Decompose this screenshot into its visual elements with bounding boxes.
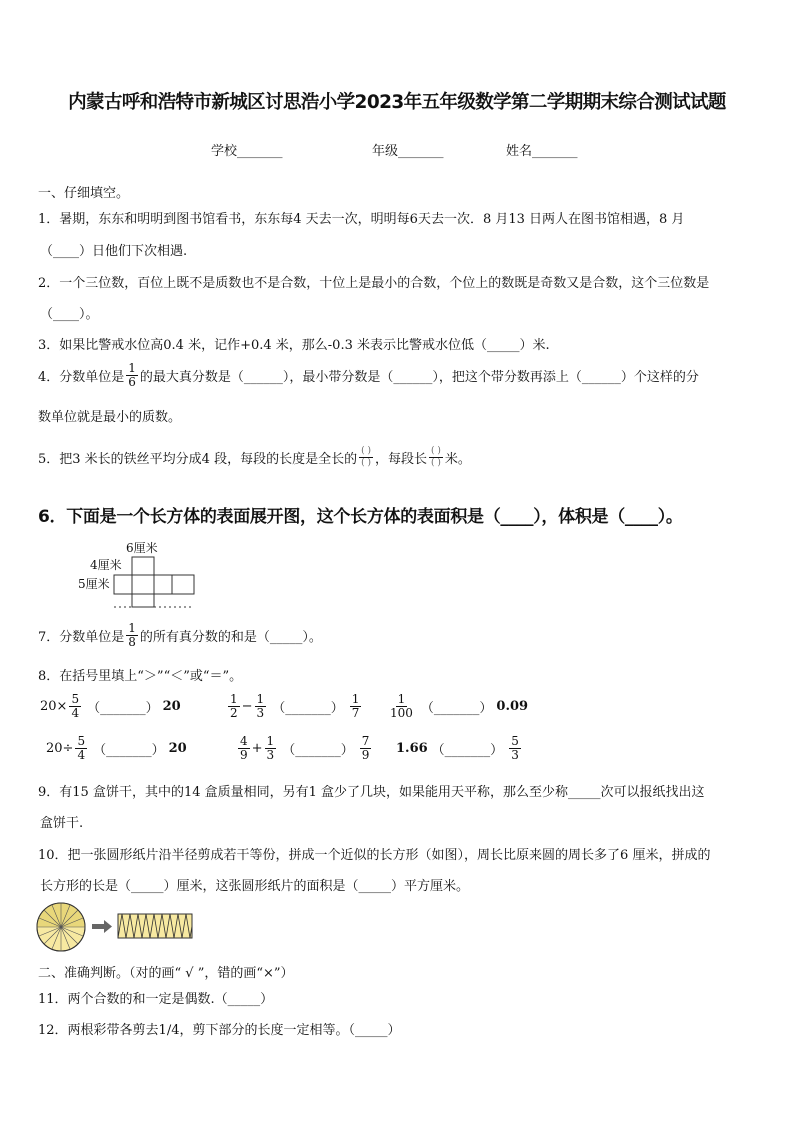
q2-line2: （____）。 [40, 307, 99, 322]
num: 5 [77, 734, 86, 748]
q5-text [38, 446, 471, 469]
den: 2 [230, 706, 238, 720]
q12-text: 12．两根彩带各剪去1/4，剪下部分的长度一定相等。（_____） [38, 1023, 401, 1038]
den: 3 [266, 748, 275, 762]
q8-r2-a-int: 20÷ [46, 741, 74, 756]
q4-frac-num: 1 [128, 361, 136, 375]
num: 1 [256, 692, 265, 706]
q4-post: 的最大真分数是（______），最小带分数是（______），把这个带分数再添上（______）个这样的分 [139, 370, 699, 385]
q2-line1: 2．一个三位数，百位上既不是质数也不是合数，十位上是最小的合数，个位上的数既是奇数又是合数，这个三位数是 [38, 276, 710, 291]
q8-r1-c-rhs: 0.09 [496, 699, 529, 714]
section-1-heading: 一、仔细填空。 [38, 186, 130, 201]
section-2-heading: 二、准确判断。（对的画“ √ ”，错的画“×”） [38, 966, 294, 981]
q6-label-mid: 4厘米 [90, 558, 122, 572]
q11-text: 11．两个合数的和一定是偶数.（_____） [38, 992, 274, 1007]
q8-r1-c [386, 693, 528, 720]
q8-r2-c [396, 735, 523, 762]
q6-text: 6．下面是一个长方体的表面展开图，这个长方体的表面积是（____），体积是（____）。 [38, 507, 683, 527]
q6-label-top: 6厘米 [126, 541, 158, 555]
frac [360, 735, 372, 762]
num: 1 [351, 692, 360, 706]
grade-field: 年级_______ [372, 144, 444, 159]
q5-mid: ，每段长 [374, 452, 427, 467]
q1-line2: （____）日他们下次相遇. [40, 244, 188, 259]
q5-blank-den: ( ) [361, 458, 371, 468]
q8-r1-b [226, 693, 363, 720]
q8-r2-a-rhs: 20 [168, 741, 187, 756]
q6-net-diagram [100, 550, 200, 612]
q8-r2-b [236, 735, 373, 762]
page-title: 内蒙古呼和浩特市新城区讨思浩小学2023年五年级数学第二学期期末综合测试试题 [68, 92, 726, 113]
q8-r1-a [40, 693, 181, 720]
q8-r1-a-blank: （_______） [87, 701, 159, 716]
q9-line1: 9．有15 盒饼干，其中的14 盒质量相同，另有1 盒少了几块，如果能用天平称，那么至少称_____次可以报纸找出这 [38, 785, 705, 800]
op: + [251, 741, 263, 756]
q1-line1: 1．暑期，东东和明明到图书馆看书，东东每4 天去一次，明明每6天去一次．8 月13 日两人在图书馆相遇，8 月 [38, 212, 685, 227]
q5-blank-num-2: ( ) [430, 446, 441, 456]
num: 1 [397, 692, 406, 706]
school-field: 学校_______ [211, 144, 283, 159]
q5-pre: 5．把3 米长的铁丝平均分成4 段，每段的长度是全长的 [38, 452, 358, 467]
arrow-icon [92, 920, 112, 933]
q9-line2: 盒饼干. [40, 816, 84, 831]
q5-post: 米。 [444, 452, 471, 467]
q8-r2-b-blank: （_______） [282, 743, 354, 758]
num: 1 [230, 692, 238, 706]
q8-r1-a-int: 20× [40, 699, 68, 714]
frac [509, 735, 521, 762]
num: 5 [71, 692, 80, 706]
q10-line2: 长方形的长是（_____）厘米，这张圆形纸片的面积是（_____）平方厘米。 [40, 879, 470, 894]
num: 1 [266, 734, 275, 748]
den: 3 [511, 748, 519, 762]
den: 4 [71, 706, 80, 720]
den: 7 [351, 706, 360, 720]
q6-label-side: 5厘米 [78, 577, 110, 591]
num: 4 [240, 734, 248, 748]
approx-rectangle [118, 914, 192, 938]
frac [265, 735, 277, 762]
frac [228, 693, 240, 720]
q4-line1 [38, 362, 699, 389]
q5-blank-fraction [359, 446, 373, 469]
frac [350, 693, 362, 720]
q8-text: 8．在括号里填上“＞”“＜”或“＝”。 [38, 669, 243, 684]
name-field: 姓名_______ [506, 144, 578, 159]
op: − [241, 699, 253, 714]
q8-r1-a-frac [69, 693, 81, 720]
frac [238, 735, 250, 762]
q8-r2-c-lhs: 1.66 [396, 741, 428, 756]
sectored-circle [37, 903, 85, 951]
q10-circle-to-rectangle-diagram [36, 902, 196, 952]
frac [255, 693, 267, 720]
q8-r2-a [46, 735, 187, 762]
frac [75, 735, 87, 762]
q8-r2-a-blank: （_______） [93, 743, 165, 758]
q10-line1: 10．把一张圆形纸片沿半径剪成若干等份，拼成一个近似的长方形（如图），周长比原来圆的周长多了6 厘米，拼成的 [38, 848, 711, 863]
q7-pre: 7．分数单位是 [38, 630, 125, 645]
q8-r1-b-blank: （_______） [272, 701, 344, 716]
q7-fraction [126, 622, 138, 649]
den: 3 [256, 706, 265, 720]
q5-blank-den-2: ( ) [430, 458, 441, 468]
den: 9 [361, 748, 370, 762]
q7-post: 的所有真分数的和是（_____）。 [139, 630, 322, 645]
q8-r1-c-blank: （_______） [420, 701, 493, 716]
den: 9 [240, 748, 248, 762]
q8-r1-a-rhs: 20 [162, 699, 181, 714]
q7-frac-num: 1 [128, 621, 136, 635]
num: 7 [361, 734, 370, 748]
den: 100 [390, 706, 413, 720]
q4-fraction [126, 362, 138, 389]
den: 4 [77, 748, 86, 762]
frac [388, 693, 415, 720]
q4-frac-den: 6 [128, 375, 136, 389]
q4-line2: 数单位就是最小的质数。 [38, 410, 182, 425]
q8-r2-c-blank: （_______） [431, 743, 504, 758]
num: 5 [511, 734, 519, 748]
q3-text: 3．如果比警戒水位高0.4 米，记作+0.4 米，那么-0.3 米表示比警戒水位低（_____）米. [38, 338, 550, 353]
q4-pre: 4．分数单位是 [38, 370, 125, 385]
q5-blank-fraction-2 [429, 446, 443, 469]
q7-text [38, 622, 322, 649]
q7-frac-den: 8 [128, 635, 136, 649]
q5-blank-num: ( ) [361, 446, 371, 456]
